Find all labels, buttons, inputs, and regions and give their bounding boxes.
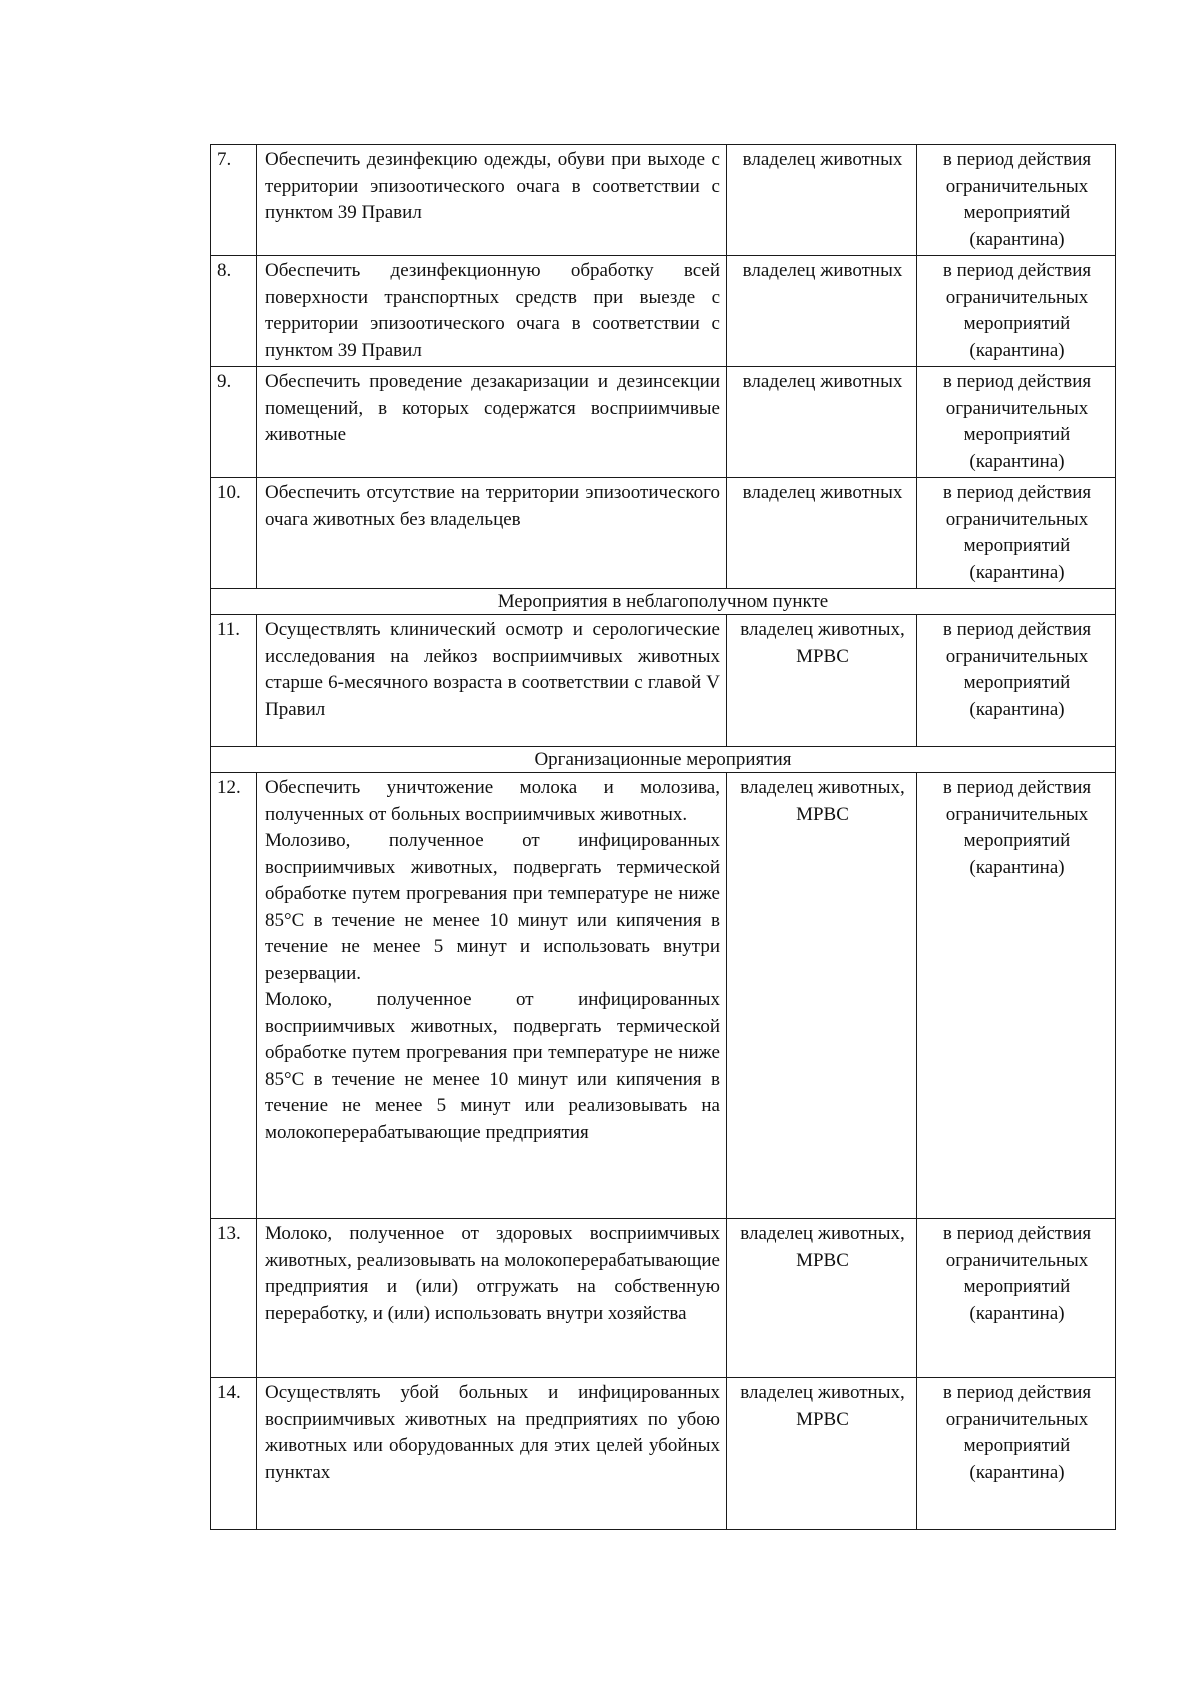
- table-row: [211, 773, 1116, 1219]
- row-action: Осуществлять клинический осмотр и серологические исследования на лейкоз восприимчивых животных старше 6-месячного возраста в соответствии с главой V Правил: [257, 615, 727, 747]
- row-number: 7.: [211, 145, 257, 256]
- table-row: [211, 1378, 1116, 1530]
- row-number: 9.: [211, 367, 257, 478]
- row-responsible: владелец животных: [727, 145, 917, 256]
- table-row: [211, 478, 1116, 589]
- row-number: 14.: [211, 1378, 257, 1530]
- row-period: в период действия ограничительных мероприятий (карантина): [917, 615, 1116, 747]
- section-row: [211, 589, 1116, 615]
- row-number: 8.: [211, 256, 257, 367]
- row-period: в период действия ограничительных мероприятий (карантина): [917, 256, 1116, 367]
- row-responsible: владелец животных, МРВС: [727, 773, 917, 1219]
- row-period: в период действия ограничительных мероприятий (карантина): [917, 478, 1116, 589]
- row-period: в период действия ограничительных мероприятий (карантина): [917, 773, 1116, 1219]
- action-paragraph: Обеспечить уничтожение молока и молозива, полученных от больных восприимчивых животных.: [265, 777, 720, 825]
- measures-table: [210, 144, 1116, 1530]
- row-number: 10.: [211, 478, 257, 589]
- row-action: Обеспечить проведение дезакаризации и дезинсекции помещений, в которых содержатся восприимчивые животные: [257, 367, 727, 478]
- section-row: [211, 747, 1116, 773]
- row-period: в период действия ограничительных мероприятий (карантина): [917, 145, 1116, 256]
- action-paragraph: Молоко, полученное от инфицированных восприимчивых животных, подвергать термической обработке путем прогревания при температуре не ниже 85°С в течение не менее 10 минут или кипячения в течение не менее 5 минут или реализовывать на молокоперерабатывающие предприятия: [265, 989, 720, 1143]
- table-row: [211, 256, 1116, 367]
- row-number: 13.: [211, 1219, 257, 1378]
- row-responsible: владелец животных, МРВС: [727, 1219, 917, 1378]
- row-action: [257, 773, 727, 1219]
- document-page: [210, 144, 1115, 1530]
- table-row: [211, 367, 1116, 478]
- row-action: Осуществлять убой больных и инфицированных восприимчивых животных на предприятиях по убою животных или оборудованных для этих целей убойных пунктах: [257, 1378, 727, 1530]
- row-responsible: владелец животных: [727, 256, 917, 367]
- row-action: Молоко, полученное от здоровых восприимчивых животных, реализовывать на молокоперерабатывающие предприятия и (или) отгружать на собственную переработку, и (или) использовать внутри хозяйства: [257, 1219, 727, 1378]
- row-action: Обеспечить дезинфекционную обработку всей поверхности транспортных средств при выезде с территории эпизоотического очага в соответствии с пунктом 39 Правил: [257, 256, 727, 367]
- table-row: [211, 615, 1116, 747]
- section-heading-organizational: Организационные мероприятия: [211, 747, 1116, 773]
- section-heading-unfavorable: Мероприятия в неблагополучном пункте: [211, 589, 1116, 615]
- row-number: 12.: [211, 773, 257, 1219]
- row-action: Обеспечить дезинфекцию одежды, обуви при выходе с территории эпизоотического очага в соответствии с пунктом 39 Правил: [257, 145, 727, 256]
- row-responsible: владелец животных: [727, 367, 917, 478]
- table-row: [211, 1219, 1116, 1378]
- row-period: в период действия ограничительных мероприятий (карантина): [917, 367, 1116, 478]
- row-responsible: владелец животных, МРВС: [727, 615, 917, 747]
- row-responsible: владелец животных, МРВС: [727, 1378, 917, 1530]
- table-row: [211, 145, 1116, 256]
- row-period: в период действия ограничительных мероприятий (карантина): [917, 1378, 1116, 1530]
- row-period: в период действия ограничительных мероприятий (карантина): [917, 1219, 1116, 1378]
- action-paragraph: Молозиво, полученное от инфицированных восприимчивых животных, подвергать термической обработке путем прогревания при температуре не ниже 85°С в течение не менее 10 минут или кипячения в течение не менее 5 минут и использовать внутри резервации.: [265, 830, 720, 984]
- row-responsible: владелец животных: [727, 478, 917, 589]
- row-number: 11.: [211, 615, 257, 747]
- row-action: Обеспечить отсутствие на территории эпизоотического очага животных без владельцев: [257, 478, 727, 589]
